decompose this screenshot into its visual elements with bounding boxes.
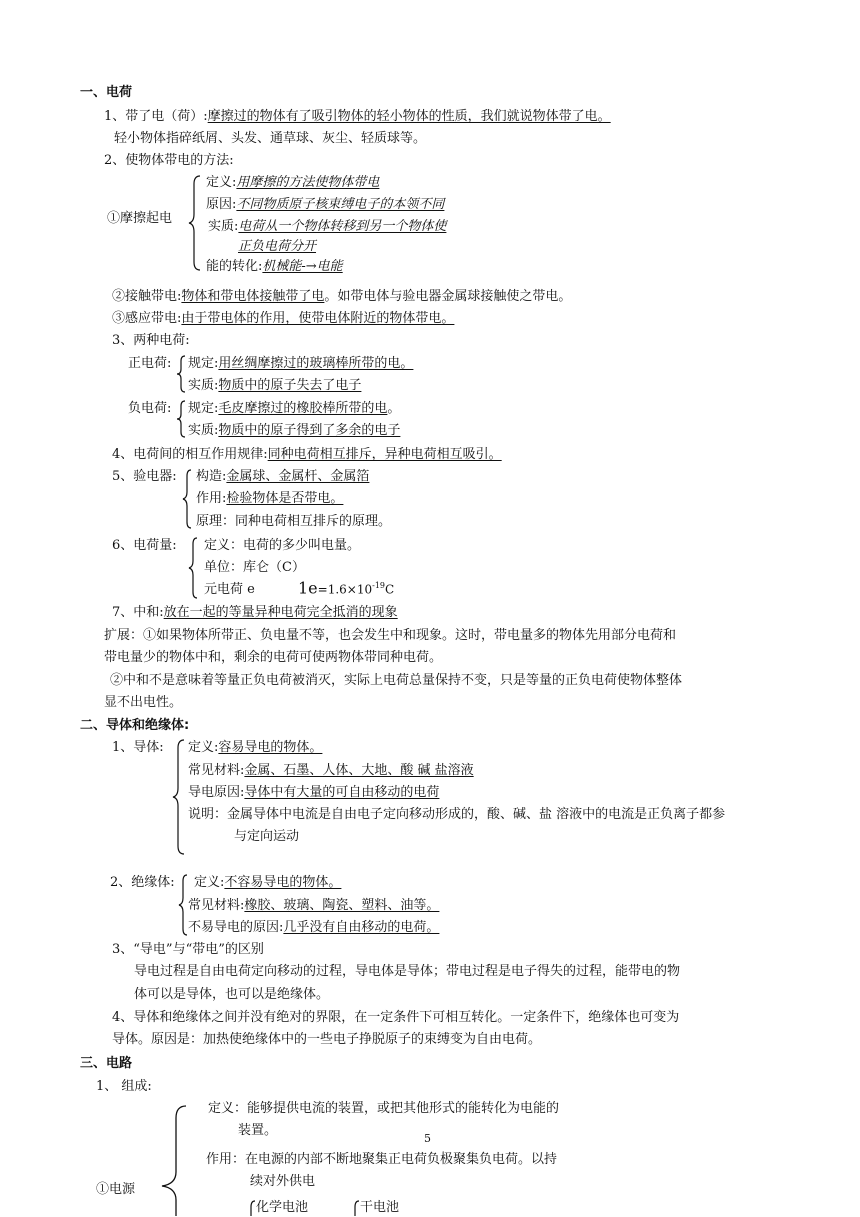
- insulator-definition-label: 定义:: [194, 875, 225, 890]
- charge-quantity-label: 6、电荷量:: [112, 538, 177, 553]
- contact-definition: 物体和带电体接触带了电: [181, 289, 325, 304]
- conductor-label: 1、导体:: [112, 740, 164, 755]
- negative-essence-label: 实质:: [188, 423, 219, 438]
- conductor-materials-text: 金属、石墨、人体、大地、酸 碱 盐溶液: [244, 763, 474, 778]
- power-source-function-line-2: 续对外供电: [250, 1174, 316, 1189]
- section-heading-charge: 一、电荷: [80, 85, 133, 100]
- neutralization: [112, 604, 398, 622]
- circuit-composition-heading: 1、 组成:: [96, 1079, 152, 1094]
- friction-essence: [208, 218, 446, 236]
- electroscope-use-label: 作用:: [196, 491, 227, 506]
- induction-charging: [112, 310, 454, 328]
- friction-cause-text: 不同物质原子核束缚电子的本领不同: [236, 197, 445, 212]
- negative-essence: [188, 422, 400, 440]
- contact-charging: [112, 288, 571, 306]
- induction-label: ③感应带电:: [112, 311, 182, 326]
- conductor-reason-label: 导电原因:: [188, 785, 245, 800]
- insulator-materials-text: 橡胶、玻璃、陶瓷、塑料、油等。: [244, 898, 440, 913]
- electroscope-brace: [182, 468, 192, 530]
- power-source-function-line-1: 作用：在电源的内部不断地聚集正电荷负极聚集负电荷。以持: [206, 1152, 558, 1167]
- conductor-definition-text: 容易导电的物体。: [218, 740, 323, 755]
- insulator-label: 2、绝缘体:: [110, 875, 175, 890]
- friction-definition-text: 用摩擦的方法使物体带电: [236, 175, 380, 190]
- induction-definition: 由于带电体的作用，使带电体附近的物体带电。: [181, 311, 455, 326]
- conversion-line-2: 导体。原因是：加热使绝缘体中的一些电子挣脱原子的束缚变为自由电荷。: [112, 1032, 542, 1047]
- section-heading-conductors: 二、导体和绝缘体:: [80, 718, 190, 733]
- interaction-law-label: 4、电荷间的相互作用规律:: [112, 447, 268, 462]
- negative-essence-text: 物质中的原子得到了多余的电子: [218, 423, 401, 438]
- insulator-definition: [194, 874, 341, 892]
- electroscope-principle: 原理：同种电荷相互排斥的原理。: [196, 514, 392, 529]
- conductor-note-line-1: 说明：金属导体中电流是自由电子定向移动形成的，酸、碱、盐 溶液中的电流是正负离子都参: [188, 807, 726, 822]
- power-source-definition-line-1: 定义：能够提供电流的装置，或把其他形式的能转化为电能的: [208, 1101, 560, 1116]
- charge-quantity-unit: 单位：库仑（C）: [204, 560, 305, 575]
- negative-rule: [188, 400, 400, 418]
- electroscope-structure-label: 构造:: [196, 469, 227, 484]
- elementary-charge-formula: [298, 577, 394, 599]
- conduct-vs-charge-line-2: 体可以是导体，也可以是绝缘体。: [134, 987, 330, 1002]
- conductor-brace: [172, 738, 186, 856]
- negative-rule-label: 规定:: [188, 401, 219, 416]
- charge-quantity-definition: 定义：电荷的多少叫电量。: [204, 538, 361, 553]
- page-number: 5: [424, 1132, 431, 1145]
- positive-charge-label: 正电荷:: [128, 356, 172, 371]
- contact-label: ②接触带电:: [112, 289, 182, 304]
- chemical-battery-brace: [246, 1199, 256, 1216]
- power-source-label: ①电源: [96, 1182, 136, 1197]
- friction-essence-continued: 正负电荷分开: [238, 239, 317, 254]
- friction-definition: [206, 174, 379, 192]
- positive-rule: [188, 355, 413, 373]
- conduct-vs-charge-heading: 3、“导电”与“带电”的区别: [112, 942, 264, 957]
- insulator-brace: [178, 873, 188, 937]
- conductor-definition: [188, 739, 322, 757]
- positive-essence: [188, 377, 361, 395]
- contact-note: 。如带电体与验电器金属球接触使之带电。: [324, 289, 572, 304]
- positive-rule-label: 规定:: [188, 356, 219, 371]
- elementary-charge-label: 元电荷 e: [204, 582, 255, 597]
- electroscope-structure: [196, 468, 369, 486]
- friction-cause: [206, 196, 444, 214]
- conduct-vs-charge-line-1: 导电过程是自由电荷定向移动的过程，导电体是导体；带电过程是电子得失的过程，能带电的物: [134, 964, 681, 979]
- positive-rule-text: 用丝绸摩擦过的玻璃棒所带的电。: [218, 356, 414, 371]
- interaction-law: [112, 446, 502, 464]
- conductor-note-line-2: 与定向运动: [234, 829, 300, 844]
- neutralization-label: 7、中和:: [112, 605, 164, 620]
- interaction-law-text: 同种电荷相互排斥，异种电荷相互吸引。: [267, 447, 502, 462]
- charged-definition: 摩擦过的物体有了吸引物体的轻小物体的性质，我们就说物体带了电。: [207, 109, 611, 124]
- elementary-charge-value: =1.6×10: [317, 582, 373, 597]
- electroscope-label: 5、验电器:: [112, 469, 177, 484]
- negative-rule-end: 。: [387, 401, 401, 416]
- power-source-brace: [158, 1100, 188, 1216]
- negative-charge-label: 负电荷:: [128, 401, 172, 416]
- friction-cause-label: 原因:: [206, 197, 237, 212]
- dry-cell-brace: [350, 1199, 360, 1216]
- elementary-charge-unit: C: [385, 582, 395, 597]
- chemical-battery-label: 化学电池: [256, 1200, 309, 1215]
- section-heading-circuit: 三、电路: [80, 1056, 133, 1071]
- conductor-materials-label: 常见材料:: [188, 763, 245, 778]
- friction-energy: [206, 258, 343, 276]
- positive-essence-text: 物质中的原子失去了电子: [218, 378, 362, 393]
- insulator-materials: [188, 897, 439, 915]
- insulator-reason: [188, 919, 439, 937]
- insulator-definition-text: 不容易导电的物体。: [224, 875, 342, 890]
- conductor-definition-label: 定义:: [188, 740, 219, 755]
- insulator-reason-text: 几乎没有自由移动的电荷。: [283, 920, 440, 935]
- light-objects-note: 轻小物体指碎纸屑、头发、通草球、灰尘、轻质球等。: [114, 131, 427, 146]
- extension-line-3: ②中和不是意味着等量正负电荷被消灭，实际上电荷总量保持不变，只是等量的正负电荷使物体整体: [110, 673, 683, 688]
- charged-label: 1、带了电（荷）:: [104, 109, 208, 124]
- extension-line-4: 显不出电性。: [104, 695, 183, 710]
- elementary-charge-exponent: -19: [372, 581, 386, 590]
- friction-energy-label: 能的转化:: [206, 259, 263, 274]
- charged-definition-line: [104, 108, 611, 126]
- electroscope-structure-text: 金属球、金属杆、金属箔: [226, 469, 370, 484]
- friction-label: ①摩擦起电: [107, 211, 173, 226]
- elementary-charge-symbol: 1e: [298, 578, 318, 598]
- electroscope-use-text: 检验物体是否带电。: [226, 491, 344, 506]
- neutralization-definition: 放在一起的等量异种电荷完全抵消的现象: [163, 605, 398, 620]
- positive-charge-brace: [176, 354, 186, 394]
- extension-line-2: 带电量少的物体中和，剩余的电荷可使两物体带同种电荷。: [104, 650, 443, 665]
- positive-essence-label: 实质:: [188, 378, 219, 393]
- negative-rule-text: 毛皮摩擦过的橡胶棒所带的电: [218, 401, 388, 416]
- extension-line-1: 扩展：①如果物体所带正、负电量不等，也会发生中和现象。这时，带电量多的物体先用部分电荷和: [104, 628, 677, 643]
- conversion-line-1: 4、导体和绝缘体之间并没有绝对的界限，在一定条件下可相互转化。一定条件下，绝缘体也可变为: [112, 1010, 680, 1025]
- friction-essence-label: 实质:: [208, 219, 239, 234]
- friction-brace: [188, 174, 202, 272]
- friction-energy-text: 机械能-→电能: [262, 259, 343, 274]
- two-charges-heading: 3、两种电荷:: [112, 333, 190, 348]
- friction-essence-text: 电荷从一个物体转移到另一个物体使: [238, 219, 447, 234]
- conductor-reason-text: 导体中有大量的可自由移动的电荷: [244, 785, 440, 800]
- charge-quantity-brace: [188, 536, 198, 600]
- conductor-materials: [188, 762, 474, 780]
- charging-methods-heading: 2、使物体带电的方法:: [104, 153, 234, 168]
- friction-definition-label: 定义:: [206, 175, 237, 190]
- dry-cell-label: 干电池: [360, 1200, 400, 1215]
- power-source-definition-line-2: 装置。: [238, 1123, 278, 1138]
- insulator-reason-label: 不易导电的原因:: [188, 920, 284, 935]
- conductor-reason: [188, 784, 439, 802]
- electroscope-use: [196, 490, 343, 508]
- negative-charge-brace: [176, 399, 186, 439]
- insulator-materials-label: 常见材料:: [188, 898, 245, 913]
